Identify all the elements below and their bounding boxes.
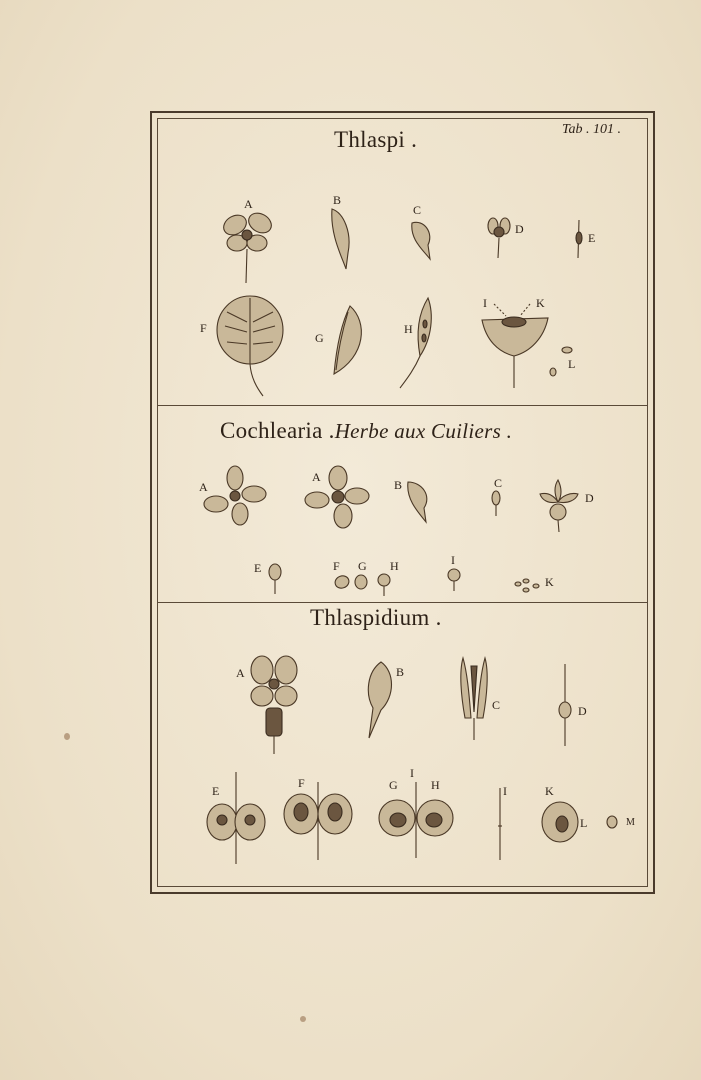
figure-label: D (585, 491, 594, 505)
figure-label: C (413, 203, 422, 217)
thlaspi-silicle-figure (213, 292, 288, 400)
figure-label: A (199, 480, 208, 494)
figure-label: G (389, 778, 398, 792)
figure-label: C (492, 698, 501, 712)
figure-label: D (578, 704, 587, 718)
thlaspi-stamens-figure (485, 212, 515, 260)
section-divider (157, 405, 648, 406)
figure-label: K (545, 575, 554, 589)
thlaspi-pistil-figure (572, 218, 586, 260)
figure-label: L (568, 357, 576, 371)
thlaspidium-seed-figure (540, 800, 580, 844)
figure-label: K (545, 784, 554, 798)
plate-number: Tab . 101 . (562, 122, 622, 137)
cochlearia-petal-figure (404, 478, 432, 524)
thlaspidium-fruit-figure (376, 780, 456, 860)
figure-label: I (410, 766, 414, 780)
figure-label: B (394, 478, 403, 492)
cochlearia-pod-figure (267, 560, 283, 596)
figure-label: A (236, 666, 245, 680)
thlaspi-petal-small-figure (408, 215, 436, 263)
cochlearia-valves-figure (332, 570, 398, 598)
section-divider (157, 602, 648, 603)
figure-label: H (390, 559, 399, 573)
figure-label: D (515, 222, 524, 236)
figure-label: I (503, 784, 507, 798)
thlaspi-open-fruit-figure (478, 300, 554, 392)
figure-label: E (212, 784, 220, 798)
thlaspidium-petal-figure (361, 658, 395, 742)
thlaspi-petal-figure (326, 205, 356, 273)
figure-label: G (315, 331, 324, 345)
paper-spot (300, 1016, 306, 1022)
section-title-thlaspidium: Thlaspidium . (310, 605, 442, 630)
figure-label: E (588, 231, 596, 245)
figure-label: B (333, 193, 342, 207)
figure-label: F (333, 559, 340, 573)
section-title-cochlearia: Cochlearia .Herbe aux Cuiliers . (220, 418, 513, 443)
figure-label: G (358, 559, 367, 573)
thlaspi-flower-figure (215, 205, 280, 285)
figure-label: K (536, 296, 545, 310)
section-title-thlaspi: Thlaspi . (334, 127, 418, 152)
cochlearia-calyx-figure (536, 476, 584, 534)
thlaspidium-seed-small-figure (604, 814, 620, 830)
figure-label: C (494, 476, 503, 490)
figure-label: A (244, 197, 253, 211)
paper-spot (64, 733, 70, 740)
thlaspidium-stamens-figure (453, 652, 495, 742)
figure-label: H (431, 778, 440, 792)
thlaspidium-pistil-figure (555, 662, 575, 748)
cochlearia-bud-figure (489, 488, 503, 518)
figure-label: F (298, 776, 305, 790)
thlaspi-septum-figure (398, 294, 440, 390)
figure-label: A (312, 470, 321, 484)
cochlearia-flower-figure (202, 464, 268, 530)
figure-label: B (396, 665, 405, 679)
cochlearia-seed-pod-figure (445, 565, 463, 593)
figure-label: I (451, 553, 455, 567)
figure-label: M (626, 817, 635, 828)
cochlearia-seeds-figure (512, 576, 546, 596)
figure-label: H (404, 322, 413, 336)
thlaspi-valve-figure (326, 302, 368, 378)
figure-label: E (254, 561, 262, 575)
figure-label: L (580, 816, 588, 830)
figure-label: I (483, 296, 487, 310)
thlaspidium-flower-figure (246, 652, 302, 756)
thlaspidium-fruit-figure (282, 780, 354, 862)
figure-label: F (200, 321, 207, 335)
